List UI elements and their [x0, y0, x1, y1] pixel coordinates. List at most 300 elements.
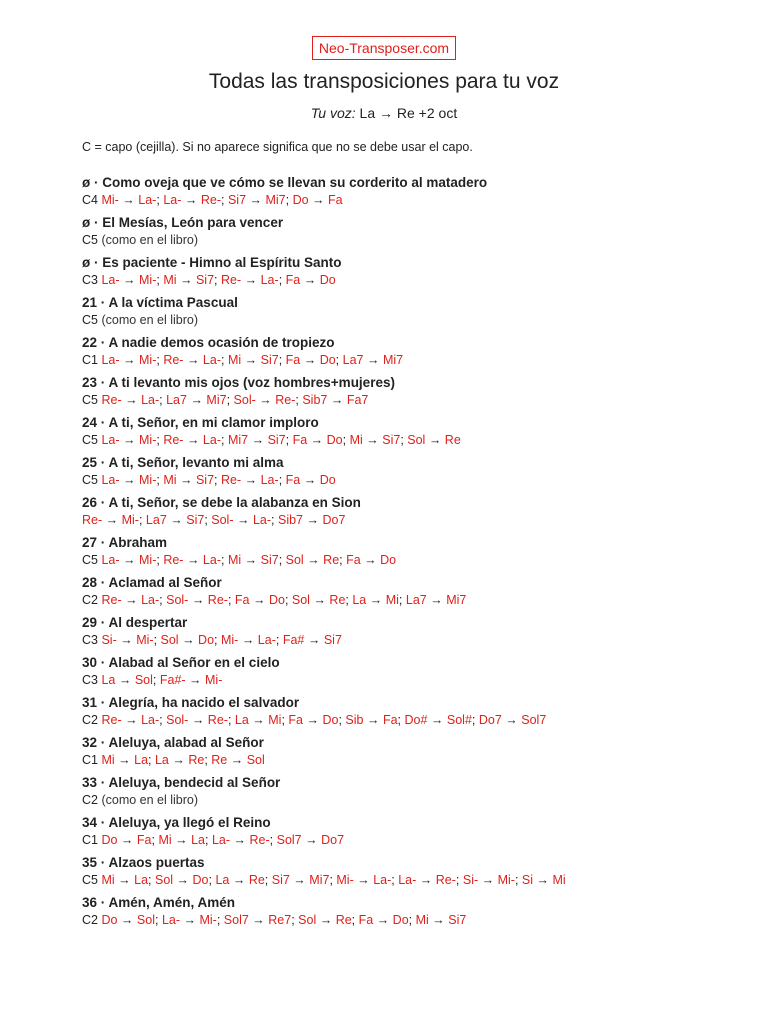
arrow-icon: → [171, 833, 192, 847]
separator: ; [455, 873, 463, 887]
chord-to: Re- [207, 593, 228, 607]
arrow-icon: → [119, 473, 139, 487]
separator: ; [151, 833, 159, 847]
chord-to: La- [252, 513, 272, 527]
capo-value: C1 [82, 753, 98, 767]
chord-from: Re- [101, 393, 122, 407]
arrow-icon: → [185, 673, 206, 687]
song-item [82, 694, 722, 729]
page-title: Todas las transposiciones para tu voz [208, 70, 560, 93]
chord-to: Fa7 [346, 393, 369, 407]
arrow-icon: → [119, 553, 139, 567]
transposition-line [82, 712, 722, 729]
chord-to: La [134, 873, 149, 887]
separator: ; [278, 553, 286, 567]
chord-from: Sol- [211, 513, 234, 527]
chord-from: Re- [82, 513, 103, 527]
chord-from: Mi [101, 873, 115, 887]
chord-to: Mi7 [206, 393, 227, 407]
voice-label: Tu voz: [310, 105, 356, 121]
capo-value: C5 [82, 553, 98, 567]
chord-from: Si- [462, 873, 479, 887]
song-item [82, 294, 722, 329]
arrow-icon: → [303, 713, 323, 727]
chord-from: Sib7 [277, 513, 304, 527]
chord-to: Re- [207, 713, 228, 727]
chord-from: La- [101, 353, 120, 367]
chord-from: Sol- [166, 593, 189, 607]
separator: ; [278, 473, 286, 487]
arrow-icon: → [116, 633, 137, 647]
separator: ; [221, 433, 228, 447]
chord-to: Do [192, 873, 209, 887]
song-title[interactable]: 27 · Abraham [82, 535, 168, 550]
chord-from: La- [101, 553, 120, 567]
separator: ; [329, 873, 337, 887]
chord-to: La- [260, 273, 279, 287]
separator: ; [338, 713, 346, 727]
transposition-line [82, 632, 722, 649]
chord-to: Re [248, 873, 265, 887]
arrow-icon: → [363, 713, 383, 727]
separator: ; [156, 273, 164, 287]
chord-to: Mi- [139, 353, 157, 367]
chord-from: Mi- [101, 193, 119, 207]
arrow-icon: → [301, 833, 322, 847]
chord-from: Fa#- [159, 673, 186, 687]
song-title[interactable]: 30 · Alabad al Señor en el cielo [82, 655, 280, 670]
chord-from: Sol7 [223, 913, 249, 927]
chord-to: Mi [385, 593, 399, 607]
chord-to: Re7 [268, 913, 292, 927]
separator: ; [214, 473, 221, 487]
chord-to: Re [335, 913, 352, 927]
chord-to: Mi7 [265, 193, 286, 207]
song-title[interactable]: 22 · A nadie demos ocasión de tropiezo [82, 335, 335, 350]
arrow-icon: → [119, 353, 139, 367]
separator: ; [159, 393, 167, 407]
chord-to: Mi7 [382, 353, 404, 367]
capo-value: C2 [82, 713, 98, 727]
separator: ; [278, 273, 286, 287]
chord-to: Mi7 [309, 873, 330, 887]
transposition-line [82, 352, 722, 369]
chord-from: Fa [292, 433, 308, 447]
separator: ; [138, 513, 146, 527]
song-title[interactable]: 35 · Alzaos puertas [82, 855, 205, 870]
song-title[interactable]: 26 · A ti, Señor, se debe la alabanza en Sion [82, 495, 361, 510]
arrow-icon: → [416, 873, 436, 887]
song-item [82, 654, 722, 689]
chord-to: Si7 [382, 433, 401, 447]
separator: ; [400, 433, 408, 447]
separator: ; [221, 553, 228, 567]
chord-from: Si7 [227, 193, 247, 207]
arrow-icon: → [362, 433, 383, 447]
arrow-icon: → [427, 713, 447, 727]
capo-value: C2 [82, 793, 98, 807]
arrow-icon: → [426, 593, 447, 607]
arrow-icon: → [233, 513, 253, 527]
chord-to: Mi- [121, 513, 139, 527]
chord-to: Sol [136, 913, 155, 927]
chord-from: Fa [234, 593, 250, 607]
arrow-icon: → [307, 433, 327, 447]
separator: ; [285, 433, 293, 447]
separator: ; [156, 433, 164, 447]
separator: ; [208, 873, 216, 887]
transposition-line [82, 392, 722, 409]
chord-to: Mi- [205, 673, 223, 687]
arrow-icon: → [238, 633, 258, 647]
chord-to: Mi- [497, 873, 515, 887]
arrow-icon: → [501, 713, 522, 727]
chord-to: Fa [382, 713, 398, 727]
chord-from: La- [161, 913, 181, 927]
chord-to: Si7 [260, 553, 279, 567]
chord-from: Do7 [478, 713, 502, 727]
song-item [82, 174, 722, 209]
chord-from: Mi [349, 433, 363, 447]
separator: ; [345, 593, 353, 607]
separator: ; [285, 193, 293, 207]
chord-to: Sol7 [521, 713, 547, 727]
separator: ; [156, 193, 164, 207]
chord-to: Si7 [323, 633, 342, 647]
transposition-line [82, 912, 722, 929]
chord-to: Mi- [139, 473, 157, 487]
song-item [82, 574, 722, 609]
song-title[interactable]: ø · El Mesías, León para vencer [82, 215, 284, 230]
chord-from: La7 [166, 393, 187, 407]
chord-from: Sol [160, 633, 179, 647]
chord-from: Re- [101, 593, 122, 607]
chord-from: La [215, 873, 230, 887]
chord-from: Re- [101, 713, 122, 727]
chord-to: La- [202, 553, 221, 567]
chord-from: Mi [227, 553, 242, 567]
song-item [82, 454, 722, 489]
arrow-icon: → [181, 193, 201, 207]
separator: ; [295, 393, 303, 407]
song-title[interactable]: 36 · Amén, Amén, Amén [82, 895, 236, 910]
voice-summary [0, 104, 768, 122]
chord-to: Re [323, 553, 340, 567]
song-title[interactable]: 24 · A ti, Señor, en mi clamor imploro [82, 415, 319, 430]
separator: ; [156, 473, 164, 487]
song-title[interactable]: 25 · A ti, Señor, levanto mi alma [82, 455, 284, 470]
song-title[interactable]: 33 · Aleluya, bendecid al Señor [82, 775, 281, 790]
brand-wrap [0, 0, 768, 60]
transposition-line [82, 792, 722, 809]
arrow-icon: → [246, 193, 266, 207]
arrow-icon: → [227, 753, 247, 767]
chord-to: Sol [246, 753, 265, 767]
arrow-icon: → [241, 553, 261, 567]
arrow-icon: → [363, 353, 383, 367]
chord-to: Do [319, 353, 336, 367]
arrow-icon: → [248, 913, 269, 927]
song-item [82, 494, 722, 529]
chord-from: Mi [227, 353, 242, 367]
arrow-icon: → [289, 873, 310, 887]
chord-from: Do# [404, 713, 428, 727]
arrow-icon: → [360, 553, 381, 567]
chord-from: Mi7 [227, 433, 249, 447]
song-item [82, 334, 722, 369]
separator: ; [284, 593, 292, 607]
song-item [82, 814, 722, 849]
arrow-icon: → [188, 593, 208, 607]
song-list [82, 174, 722, 929]
arrow-icon: → [176, 273, 196, 287]
arrow-icon: → [117, 833, 137, 847]
chord-from: Si [521, 873, 534, 887]
arrow-icon: → [316, 913, 336, 927]
chord-to: Si7 [260, 353, 279, 367]
separator: ; [339, 553, 347, 567]
arrow-icon: → [309, 593, 330, 607]
arrow-icon: → [121, 713, 142, 727]
chord-from: La [234, 713, 249, 727]
chord-to: Fa [136, 833, 152, 847]
chord-to: Do [322, 713, 339, 727]
song-item [82, 614, 722, 649]
song-title[interactable]: 31 · Alegría, ha nacido el salvador [82, 695, 300, 710]
chord-from: Mi [101, 753, 115, 767]
arrow-icon: → [308, 193, 329, 207]
arrow-icon: → [119, 433, 139, 447]
arrow-icon: → [180, 913, 200, 927]
separator: ; [227, 713, 235, 727]
arrow-icon: → [327, 393, 347, 407]
capo-value: C3 [82, 273, 98, 287]
chord-from: Sol- [233, 393, 256, 407]
chord-from: Mi [163, 273, 177, 287]
capo-value: C5 [82, 873, 98, 887]
chord-to: Sol# [446, 713, 472, 727]
arrow-icon: → [248, 433, 268, 447]
separator: ; [271, 513, 278, 527]
separator: ; [342, 433, 350, 447]
chord-to: Do [380, 553, 397, 567]
separator: ; [153, 633, 161, 647]
chord-from: Mi [163, 473, 177, 487]
separator: ; [214, 273, 221, 287]
chord-to: Re- [435, 873, 456, 887]
arrow-icon: → [366, 593, 386, 607]
chord-to: La- [202, 433, 221, 447]
song-item [82, 774, 722, 809]
song-title[interactable]: ø · Como oveja que ve cómo se llevan su corderito al matadero [82, 175, 488, 190]
song-title[interactable]: 23 · A ti levanto mis ojos (voz hombres+mujeres) [82, 375, 395, 390]
chord-to: Mi- [199, 913, 217, 927]
chord-to: Fa [328, 193, 343, 207]
separator: ; [514, 873, 522, 887]
arrow-icon: → [183, 433, 203, 447]
chord-to: Mi7 [446, 593, 467, 607]
separator: ; [335, 353, 343, 367]
transposition-line [82, 552, 722, 569]
chord-to: Re [329, 593, 346, 607]
transposition-line [82, 872, 722, 889]
arrow-icon: → [230, 833, 250, 847]
chord-to: Do [392, 913, 409, 927]
separator: ; [269, 833, 277, 847]
separator: ; [264, 873, 272, 887]
separator: ; [397, 713, 405, 727]
capo-value: C5 [82, 233, 98, 247]
song-title[interactable]: 34 · Aleluya, ya llegó el Reino [82, 815, 271, 830]
chord-from: La- [398, 873, 417, 887]
transposition-line [82, 312, 722, 329]
arrow-icon: → [117, 913, 137, 927]
arrow-icon: → [188, 713, 208, 727]
chord-from: La- [101, 273, 120, 287]
transposition-line [82, 512, 722, 529]
separator: ; [275, 633, 283, 647]
separator: ; [205, 833, 212, 847]
separator: ; [156, 353, 164, 367]
separator: ; [216, 913, 224, 927]
chord-from: La7 [145, 513, 167, 527]
chord-to: Re- [200, 193, 221, 207]
chord-to: Do [319, 473, 336, 487]
arrow-icon: → [176, 473, 196, 487]
chord-from: Fa [358, 913, 374, 927]
arrow-icon: → [353, 873, 374, 887]
transposition-line [82, 672, 722, 689]
arrow-icon: → [304, 633, 324, 647]
song-title[interactable]: ø · Es paciente - Himno al Espíritu Santo [82, 255, 342, 270]
chord-to: La [134, 753, 149, 767]
chord-from: Sib7 [302, 393, 328, 407]
arrow-icon: → [119, 273, 139, 287]
song-item [82, 374, 722, 409]
chord-from: Sol [298, 913, 317, 927]
chord-to: Do7 [322, 513, 346, 527]
capo-value: C2 [82, 593, 98, 607]
transposition-line [82, 232, 722, 249]
chord-to: La- [141, 593, 160, 607]
chord-to: La [191, 833, 206, 847]
arrow-icon: → [248, 713, 269, 727]
song-title[interactable]: 21 · A la víctima Pascual [82, 295, 238, 310]
arrow-icon: → [121, 593, 142, 607]
arrow-icon: → [121, 393, 142, 407]
capo-note: C = capo (cejilla). Si no aparece significa que no se debe usar el capo. [82, 140, 473, 154]
chord-from: Do [101, 913, 118, 927]
separator: ; [204, 753, 212, 767]
capo-value: C5 [82, 393, 98, 407]
chord-to: Mi- [136, 633, 154, 647]
separator: ; [204, 513, 212, 527]
chord-to: Si7 [195, 473, 215, 487]
arrow-icon: → [303, 553, 324, 567]
arrow-icon: → [241, 473, 261, 487]
chord-from: Sol [407, 433, 426, 447]
separator: ; [221, 353, 228, 367]
arrow-icon: → [102, 513, 122, 527]
arrow-icon: → [255, 393, 276, 407]
separator: ; [148, 753, 155, 767]
separator: ; [281, 713, 289, 727]
chord-from: Mi [158, 833, 172, 847]
chord-from: Si7 [271, 873, 290, 887]
song-item [82, 734, 722, 769]
chord-from: Fa [285, 473, 301, 487]
song-item [82, 854, 722, 889]
capo-value: C5 [82, 313, 98, 327]
arrow-icon: → [229, 873, 249, 887]
chord-from: La- [101, 433, 120, 447]
separator: ; [391, 873, 399, 887]
chord-from: Sol [285, 553, 304, 567]
chord-from: Sib [345, 713, 364, 727]
capo-value: C3 [82, 673, 98, 687]
chord-to: Re [188, 753, 205, 767]
chord-from: Sol7 [276, 833, 302, 847]
chord-from: Re- [221, 473, 242, 487]
separator: ; [154, 913, 162, 927]
chord-to: La- [257, 633, 276, 647]
transposition-line [82, 432, 722, 449]
arrow-icon: → [178, 633, 199, 647]
chord-from: Sol [291, 593, 310, 607]
chord-from: La [154, 753, 169, 767]
song-title[interactable]: 32 · Aleluya, alabad al Señor [82, 735, 264, 750]
song-title[interactable]: 28 · Aclamad al Señor [82, 575, 222, 590]
song-item [82, 414, 722, 449]
separator: ; [221, 193, 228, 207]
separator: ; [227, 593, 235, 607]
voice-value: La → Re +2 oct [355, 105, 458, 121]
song-item [82, 214, 722, 249]
song-title[interactable]: 29 · Al despertar [82, 615, 188, 630]
song-item [82, 894, 722, 929]
capo-value: C2 [82, 913, 98, 927]
arrow-icon: → [183, 553, 203, 567]
arrow-icon: → [114, 873, 135, 887]
transposition-line [82, 592, 722, 609]
chord-from: La7 [342, 353, 364, 367]
arrow-icon: → [249, 593, 269, 607]
arrow-icon: → [166, 513, 187, 527]
chord-from: Do [101, 833, 118, 847]
chord-to: Re- [275, 393, 296, 407]
chord-to: La- [373, 873, 392, 887]
chord-from: Fa [285, 353, 301, 367]
chord-to: Do [326, 433, 343, 447]
separator: ; [152, 673, 160, 687]
as-in-book-note: (como en el libro) [101, 793, 199, 807]
separator: ; [159, 713, 167, 727]
chord-from: La- [101, 473, 120, 487]
chord-from: Do [292, 193, 309, 207]
chord-to: La- [141, 713, 160, 727]
separator: ; [278, 353, 286, 367]
chord-to: Mi- [139, 553, 157, 567]
separator: ; [398, 593, 406, 607]
arrow-icon: → [300, 353, 320, 367]
song-item [82, 534, 722, 569]
separator: ; [471, 713, 479, 727]
chord-to: Si7 [448, 913, 467, 927]
chord-from: La [101, 673, 116, 687]
arrow-icon: → [114, 753, 135, 767]
brand-link[interactable]: Neo-Transposer.com [312, 36, 456, 60]
separator: ; [226, 393, 234, 407]
